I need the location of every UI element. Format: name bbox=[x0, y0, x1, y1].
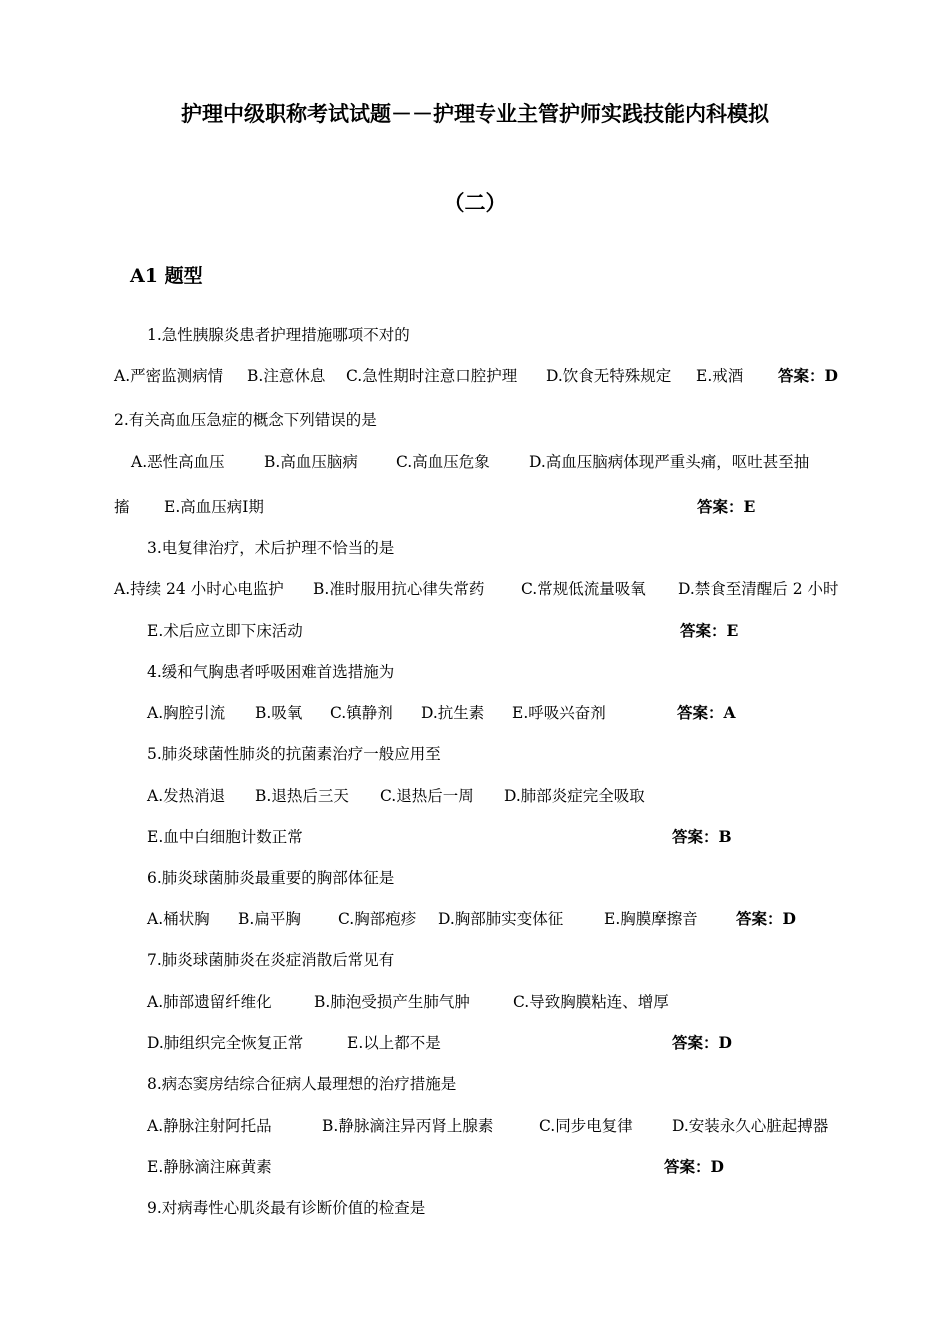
option: A.恶性高血压 bbox=[131, 453, 225, 471]
option: A.严密监测病情 bbox=[114, 367, 224, 385]
option: C.镇静剂 bbox=[330, 704, 393, 722]
answer-label: 答案：D bbox=[664, 1157, 724, 1176]
option: D.高血压脑病体现严重头痛，呕吐甚至抽 bbox=[529, 453, 810, 471]
question-stem: 2.有关高血压急症的概念下列错误的是 bbox=[114, 411, 377, 429]
option: D.禁食至清醒后 2 小时 bbox=[678, 580, 839, 598]
option: C.高血压危象 bbox=[396, 453, 490, 471]
option: C.同步电复律 bbox=[539, 1117, 633, 1135]
option: D.胸部肺实变体征 bbox=[438, 910, 564, 928]
option: C.导致胸膜粘连、增厚 bbox=[513, 993, 669, 1011]
option: E.以上都不是 bbox=[347, 1034, 441, 1052]
question-stem: 8.病态窦房结综合征病人最理想的治疗措施是 bbox=[147, 1075, 457, 1093]
answer-label: 答案：D bbox=[778, 366, 838, 385]
section-heading: A1 题型 bbox=[130, 265, 203, 287]
option: A.肺部遗留纤维化 bbox=[147, 993, 272, 1011]
document-title-line-2: （二） bbox=[443, 190, 507, 215]
option: E.呼吸兴奋剂 bbox=[512, 704, 606, 722]
document-title-line-1: 护理中级职称考试试题－－护理专业主管护师实践技能内科模拟 bbox=[181, 101, 769, 126]
option: C.常规低流量吸氧 bbox=[521, 580, 646, 598]
option: B.高血压脑病 bbox=[264, 453, 358, 471]
answer-label: 答案：E bbox=[697, 497, 756, 516]
option: E.戒酒 bbox=[696, 367, 744, 385]
option: E.静脉滴注麻黄素 bbox=[147, 1158, 272, 1176]
option: E.术后应立即下床活动 bbox=[147, 622, 303, 640]
option: E.胸膜摩擦音 bbox=[604, 910, 698, 928]
option: D.抗生素 bbox=[421, 704, 485, 722]
option: C.退热后一周 bbox=[380, 787, 474, 805]
option: C.急性期时注意口腔护理 bbox=[346, 367, 518, 385]
option: B.退热后三天 bbox=[255, 787, 349, 805]
option: E.高血压病Ⅰ期 bbox=[164, 498, 264, 516]
option: B.吸氧 bbox=[255, 704, 303, 722]
option: D.肺组织完全恢复正常 bbox=[147, 1034, 304, 1052]
option: D.饮食无特殊规定 bbox=[546, 367, 672, 385]
answer-label: 答案：D bbox=[672, 1033, 732, 1052]
question-stem: 7.肺炎球菌肺炎在炎症消散后常见有 bbox=[147, 951, 395, 969]
answer-label: 答案：A bbox=[677, 703, 736, 722]
question-stem: 6.肺炎球菌肺炎最重要的胸部体征是 bbox=[147, 869, 395, 887]
option: B.静脉滴注异丙肾上腺素 bbox=[322, 1117, 494, 1135]
option: B.肺泡受损产生肺气肿 bbox=[314, 993, 470, 1011]
option-continuation: 搐 bbox=[114, 498, 130, 516]
option: A.胸腔引流 bbox=[147, 704, 226, 722]
answer-label: 答案：E bbox=[680, 621, 739, 640]
option: B.注意休息 bbox=[247, 367, 326, 385]
option: A.持续 24 小时心电监护 bbox=[114, 580, 284, 598]
question-stem: 4.缓和气胸患者呼吸困难首选措施为 bbox=[147, 663, 395, 681]
option: B.准时服用抗心律失常药 bbox=[313, 580, 485, 598]
answer-label: 答案：B bbox=[672, 827, 732, 846]
answer-label: 答案：D bbox=[736, 909, 796, 928]
option: E.血中白细胞计数正常 bbox=[147, 828, 303, 846]
option: A.发热消退 bbox=[147, 787, 226, 805]
option: A.桶状胸 bbox=[147, 910, 210, 928]
option: B.扁平胸 bbox=[238, 910, 301, 928]
question-stem: 3.电复律治疗，术后护理不恰当的是 bbox=[147, 539, 395, 557]
option: D.肺部炎症完全吸取 bbox=[504, 787, 645, 805]
question-stem: 9.对病毒性心肌炎最有诊断价值的检查是 bbox=[147, 1199, 426, 1217]
question-stem: 1.急性胰腺炎患者护理措施哪项不对的 bbox=[147, 326, 410, 344]
option: D.安装永久心脏起搏器 bbox=[672, 1117, 829, 1135]
question-stem: 5.肺炎球菌性肺炎的抗菌素治疗一般应用至 bbox=[147, 745, 441, 763]
option: C.胸部疱疹 bbox=[338, 910, 417, 928]
option: A.静脉注射阿托品 bbox=[147, 1117, 272, 1135]
